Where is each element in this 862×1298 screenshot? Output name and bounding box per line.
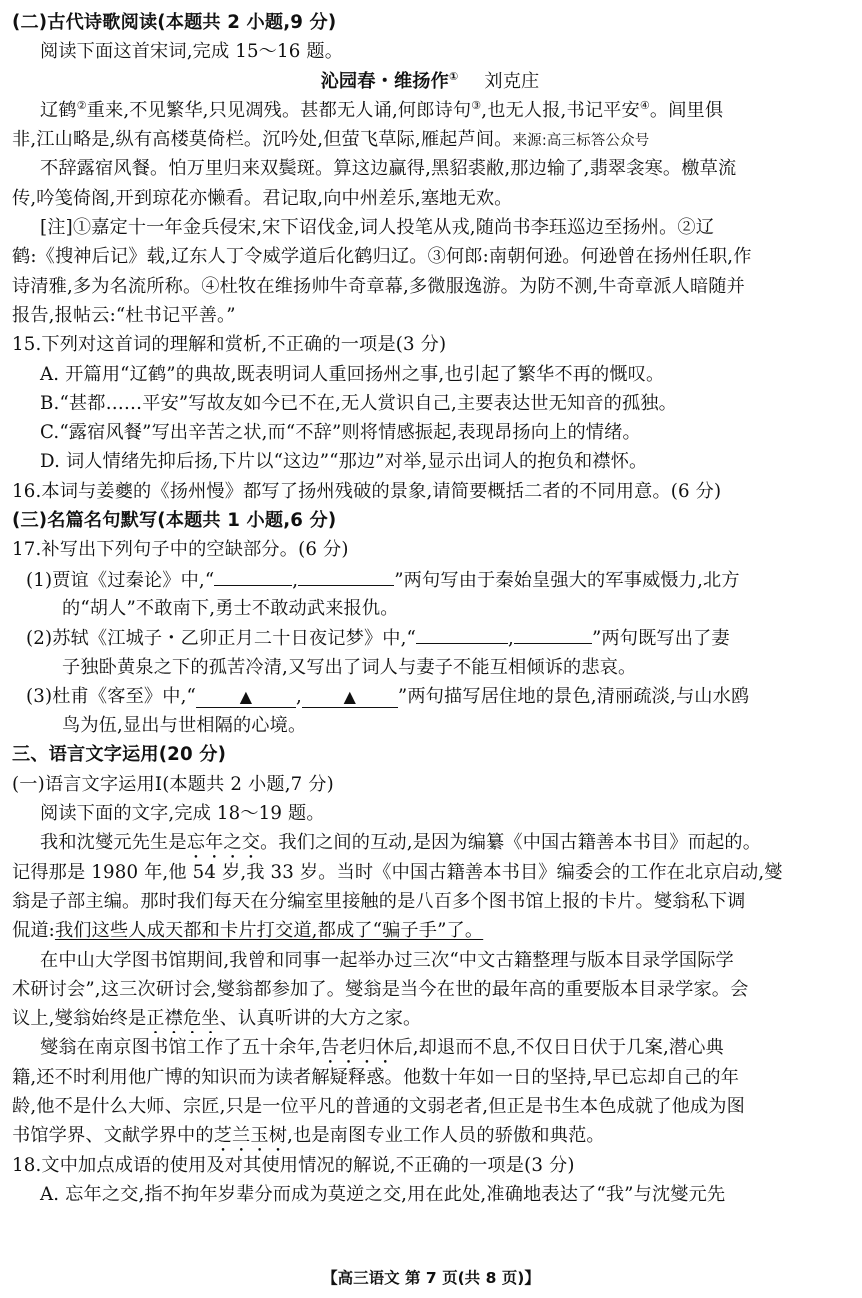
- poem-title-note-mark: ①: [448, 69, 459, 83]
- question-18-option-a: A. 忘年之交,指不拘年岁辈分而成为莫逆之交,用在此处,准确地表达了“我”与沈燮元先: [40, 1183, 726, 1205]
- question-text: (2)苏轼《江城子・乙卯正月二十日夜记梦》中,“: [26, 628, 417, 650]
- question-15-option-a: A. 开篇用“辽鹤”的典故,既表明词人重回扬州之事,也引起了繁华不再的慨叹。: [40, 363, 665, 385]
- page-footer: 【高三语文 第 7 页(共 8 页)】: [322, 1269, 540, 1287]
- passage-text: 。我们之间的互动,是因为编纂《中国古籍善本书目》而起的。: [260, 832, 762, 854]
- passage-line: [12, 1121, 848, 1150]
- answer-blank-triangle[interactable]: ▲: [196, 687, 296, 708]
- source-watermark: 来源:高三标答公众号: [512, 133, 650, 150]
- question-17-part-1-cont: 的“胡人”不敢南下,勇士不敢动武来报仇。: [62, 597, 399, 619]
- annotation-line: 报告,报帖云:“杜书记平善。”: [12, 304, 236, 326]
- separator: ,: [295, 685, 302, 707]
- separator: ,: [292, 569, 299, 591]
- passage-text: 议上,燮翁始终是: [12, 1008, 147, 1030]
- answer-blank[interactable]: [416, 623, 508, 644]
- poem-text: 重来,不见繁华,只见凋残。甚都无人诵,何郎诗句: [86, 99, 472, 121]
- dotted-idiom: 忘年之交: [186, 832, 261, 854]
- poem-title: 沁园春・维扬作: [320, 70, 449, 92]
- note-mark: ③: [471, 98, 482, 112]
- passage-text: ,也是南图专业工作人员的骄傲和典范。: [287, 1125, 605, 1147]
- passage-line: 籍,还不时利用他广博的知识而为读者解疑释惑。他数十年如一日的坚持,早已忘却自己的年: [12, 1066, 740, 1088]
- part-heading-language: 三、语言文字运用(20 分): [12, 744, 227, 766]
- passage-line: 在中山大学图书馆期间,我曾和同事一起举办过三次“中文古籍整理与版本目录学国际学: [40, 949, 734, 971]
- poem-line-4: 传,吟笺倚阁,开到琼花亦懒看。君记取,向中州差乐,塞地无欢。: [12, 187, 513, 209]
- annotation-line: 鹤:《搜神后记》载,辽东人丁令威学道后化鹤归辽。③何郎:南朝何逊。何逊曾在扬州任职,作: [12, 246, 752, 268]
- poetry-instruction: 阅读下面这首宋词,完成 15～16 题。: [40, 41, 344, 63]
- passage-text: 我和沈燮元先生是: [40, 832, 187, 854]
- passage-line: 龄,他不是什么大师、宗匠,只是一位平凡的普通的文弱老者,但正是书生本色成就了他成为图: [12, 1095, 745, 1117]
- question-15-stem: 15.下列对这首词的理解和赏析,不正确的一项是(3 分): [12, 334, 447, 356]
- underlined-sentence: 我们这些人成天都和卡片打交道,都成了“骗子手”了。: [54, 920, 484, 942]
- poem-title-line: [12, 67, 848, 96]
- poem-text: 。闾里俱: [649, 99, 724, 121]
- answer-blank[interactable]: [298, 565, 394, 586]
- passage-text: 后,却退而不息,不仅日日伏于几案,潜心典: [394, 1037, 724, 1059]
- passage-line: [12, 1033, 848, 1062]
- answer-blank-triangle[interactable]: ▲: [302, 687, 398, 708]
- passage-line: 记得那是 1980 年,他 54 岁,我 33 岁。当时《中国古籍善本书目》编委会的工作在北京启动,燮: [12, 861, 783, 883]
- question-17-part-1: [12, 565, 848, 594]
- dotted-idiom: 告老归休: [321, 1037, 395, 1059]
- passage-line: [12, 916, 848, 945]
- question-17-part-3-cont: 鸟为伍,显出与世相隔的心境。: [62, 715, 307, 737]
- poem-author: 刘克庄: [484, 70, 540, 92]
- question-16-stem: 16.本词与姜夔的《扬州慢》都写了扬州残破的景象,请简要概括二者的不同用意。(6 分): [12, 480, 722, 502]
- note-mark: ②: [76, 98, 87, 112]
- note-mark: ④: [639, 98, 650, 112]
- passage-text: 书馆学界、文献学界中的: [12, 1125, 214, 1147]
- question-15-option-b: B.“甚都……平安”写故友如今已不在,无人赏识自己,主要表达世无知音的孤独。: [40, 392, 678, 414]
- question-17-part-2-cont: 子独卧黄泉之下的孤苦冷清,又写出了词人与妻子不能互相倾诉的悲哀。: [62, 656, 637, 678]
- question-text: (1)贾谊《过秦论》中,“: [26, 569, 215, 591]
- poem-line-3: 不辞露宿风餐。怕万里归来双鬓斑。算这边赢得,黑貂裘敝,那边输了,翡翠衾寒。檄草流: [40, 158, 737, 180]
- section-heading-language-1: (一)语言文字运用Ⅰ(本题共 2 小题,7 分): [12, 773, 334, 795]
- passage-text: 、认真听讲的大方之家。: [219, 1008, 422, 1030]
- poem-text: ,也无人报,书记平安: [481, 99, 640, 121]
- passage-line: [12, 828, 848, 857]
- question-15-option-d: D. 词人情绪先抑后扬,下片以“这边”“那边”对举,显示出词人的抱负和襟怀。: [40, 451, 648, 473]
- dotted-idiom: 芝兰玉树: [213, 1125, 288, 1147]
- dotted-idiom: 正襟危坐: [146, 1008, 220, 1030]
- passage-text: 燮翁在南京图书馆工作了五十余年,: [40, 1037, 321, 1059]
- question-17-stem: 17.补写出下列句子中的空缺部分。(6 分): [12, 539, 349, 561]
- language-instruction: 阅读下面的文字,完成 18～19 题。: [40, 803, 325, 825]
- separator: ,: [508, 628, 514, 650]
- passage-text: 侃道:: [12, 920, 55, 942]
- poem-text: 辽鹤: [40, 99, 77, 121]
- question-18-stem: 18.文中加点成语的使用及对其使用情况的解说,不正确的一项是(3 分): [12, 1154, 575, 1176]
- annotation-line: 诗清雅,多为名流所称。④杜牧在维扬帅牛奇章幕,多微服逸游。为防不测,牛奇章派人暗随并: [12, 275, 745, 297]
- passage-line: [12, 1004, 848, 1033]
- question-17-part-2: [12, 623, 848, 652]
- question-text: ”两句既写出了妻: [591, 628, 730, 650]
- question-15-option-c: C.“露宿风餐”写出辛苦之状,而“不辞”则将情感振起,表现昂扬向上的情绪。: [40, 422, 641, 444]
- answer-blank[interactable]: [214, 565, 292, 586]
- annotation-line: [注]①嘉定十一年金兵侵宋,宋下诏伐金,词人投笔从戎,随尚书李珏巡边至扬州。②辽: [40, 217, 715, 239]
- passage-line: 术研讨会”,这三次研讨会,燮翁都参加了。燮翁是当今在世的最年高的重要版本目录学家。会: [12, 978, 749, 1000]
- passage-line: 翁是子部主编。那时我们每天在分编室里接触的是八百多个图书馆上报的卡片。燮翁私下调: [12, 890, 746, 912]
- section-heading-recitation: (三)名篇名句默写(本题共 1 小题,6 分): [12, 510, 337, 532]
- poem-text: 非,江山略是,纵有高楼莫倚栏。沉吟处,但萤飞草际,雁起芦间。: [12, 129, 513, 151]
- poem-line-2: [12, 125, 848, 154]
- question-text: ”两句描写居住地的景色,清丽疏淡,与山水鸥: [397, 685, 750, 707]
- question-text: (3)杜甫《客至》中,“: [26, 685, 196, 707]
- poem-line-1: [12, 96, 848, 125]
- section-heading-poetry: (二)古代诗歌阅读(本题共 2 小题,9 分): [12, 12, 337, 33]
- answer-blank[interactable]: [514, 623, 592, 644]
- question-text: ”两句写由于秦始皇强大的军事威慑力,北方: [394, 569, 740, 591]
- question-17-part-3: [12, 682, 848, 711]
